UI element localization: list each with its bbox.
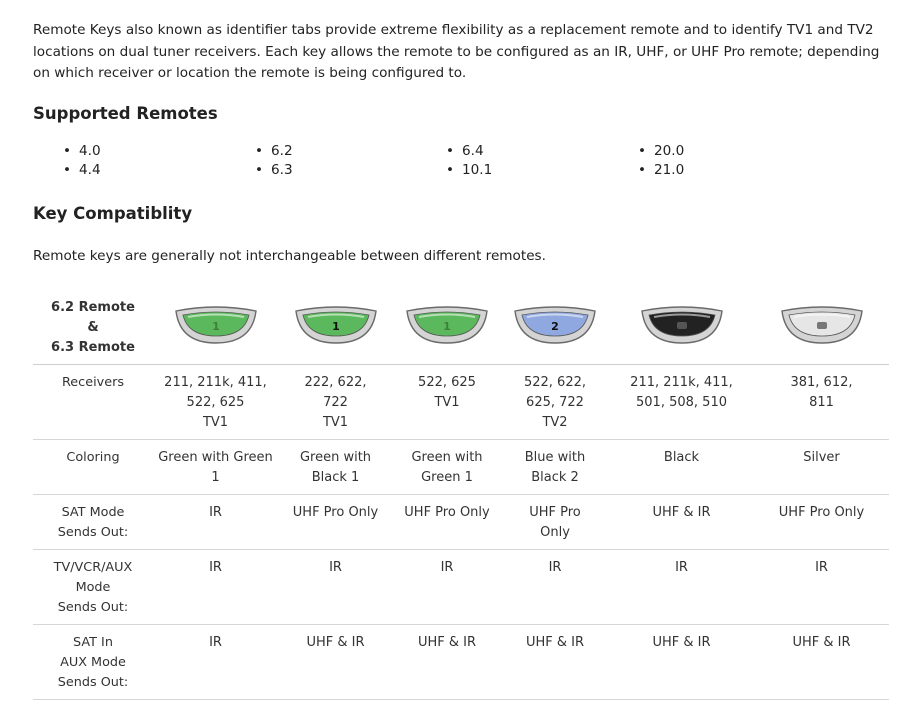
cell-line: IR	[209, 560, 222, 575]
supported-remote-item: • 6.4	[446, 142, 492, 161]
svg-text:1: 1	[211, 319, 220, 333]
supported-remote-item: • 20.0	[638, 142, 684, 161]
key-compatibility-heading: Key Compatiblity	[33, 204, 193, 223]
row-label-line: Mode	[75, 580, 111, 595]
table-cell	[501, 550, 609, 625]
table-cell	[501, 495, 609, 550]
table-row	[33, 625, 889, 700]
table-cell	[754, 625, 889, 700]
table-cell	[501, 625, 609, 700]
table-cell	[153, 440, 278, 495]
green-key-1-icon	[174, 305, 258, 352]
table-cell	[393, 625, 501, 700]
table-cell	[754, 440, 889, 495]
key-compatibility-table	[33, 292, 889, 700]
row-label-line: Receivers	[61, 375, 125, 390]
row-label-line: Sends Out:	[57, 525, 129, 540]
cell-line: UHF Pro Only	[404, 505, 490, 520]
table-cell	[501, 365, 609, 440]
table-title-cell	[33, 292, 153, 365]
compatibility-note: Remote keys are generally not interchangeable between different remotes.	[33, 248, 546, 264]
cell-line: 1	[211, 470, 220, 485]
cell-line: 211, 211k, 411,	[164, 375, 267, 390]
table-cell	[609, 550, 754, 625]
table-title-line: 6.3 Remote	[51, 340, 135, 355]
key-cell	[501, 292, 609, 365]
row-label-cell	[33, 495, 153, 550]
cell-line: TV2	[542, 415, 568, 430]
cell-line: UHF & IR	[417, 635, 477, 650]
table-cell	[609, 495, 754, 550]
table-cell	[153, 495, 278, 550]
cell-line: UHF & IR	[792, 635, 851, 650]
cell-line: 522, 622,	[523, 375, 587, 390]
row-label-line: Sends Out:	[57, 600, 129, 615]
table-cell	[393, 550, 501, 625]
cell-line: TV1	[322, 415, 349, 430]
table-row	[33, 550, 889, 625]
cell-line: UHF & IR	[652, 505, 711, 520]
table-cell	[393, 365, 501, 440]
row-label-line: AUX Mode	[60, 655, 126, 670]
supported-remote-item: • 21.0	[638, 161, 684, 180]
table-cell	[278, 495, 393, 550]
cell-line: IR	[209, 505, 222, 520]
table-cell	[754, 495, 889, 550]
table-cell	[153, 550, 278, 625]
supported-remotes-column	[255, 142, 293, 180]
row-label-line: Coloring	[66, 450, 120, 465]
cell-line: IR	[675, 560, 688, 575]
key-cell	[278, 292, 393, 365]
cell-line: Silver	[803, 450, 840, 465]
cell-line: Blue with	[524, 450, 586, 465]
cell-line: UHF Pro Only	[778, 505, 865, 520]
table-cell	[278, 440, 393, 495]
table-cell	[393, 440, 501, 495]
supported-remote-item: • 4.0	[63, 142, 101, 161]
table-row	[33, 365, 889, 440]
cell-line: TV1	[202, 415, 229, 430]
green-key-green-1-icon	[405, 305, 489, 352]
cell-line: IR	[548, 560, 562, 575]
blue-key-black-2-icon	[513, 305, 597, 352]
row-label-cell	[33, 625, 153, 700]
supported-remote-item: • 4.4	[63, 161, 101, 180]
supported-remotes-column	[63, 142, 101, 180]
cell-line: Green with	[299, 450, 372, 465]
table-row	[33, 495, 889, 550]
cell-line: 381, 612,	[790, 375, 853, 390]
table-cell	[393, 495, 501, 550]
supported-remotes-list	[0, 142, 916, 182]
cell-line: IR	[329, 560, 342, 575]
cell-line: IR	[815, 560, 828, 575]
key-cell	[754, 292, 889, 365]
svg-text:1: 1	[331, 319, 340, 333]
cell-line: 722	[323, 395, 348, 410]
row-label-line: Sends Out:	[57, 675, 129, 690]
cell-line: UHF Pro	[529, 505, 581, 520]
cell-line: IR	[209, 635, 222, 650]
row-label-cell	[33, 550, 153, 625]
table-title-line: 6.2 Remote	[51, 300, 135, 315]
cell-line: 811	[809, 395, 834, 410]
table-cell	[278, 625, 393, 700]
cell-line: UHF & IR	[306, 635, 365, 650]
table-cell	[153, 625, 278, 700]
supported-remotes-heading: Supported Remotes	[33, 104, 218, 123]
table-header-row	[33, 292, 889, 365]
cell-line: UHF & IR	[525, 635, 585, 650]
cell-line: UHF & IR	[652, 635, 711, 650]
table-cell	[278, 365, 393, 440]
cell-line: Green with	[411, 450, 483, 465]
cell-line: IR	[440, 560, 454, 575]
table-cell	[278, 550, 393, 625]
supported-remote-item: • 6.2	[255, 142, 293, 161]
cell-line: 501, 508, 510	[636, 395, 727, 410]
table-cell	[609, 625, 754, 700]
cell-line: Green 1	[421, 470, 473, 485]
table-cell	[609, 440, 754, 495]
green-key-black-1-icon	[294, 305, 378, 352]
cell-line: 211, 211k, 411,	[630, 375, 733, 390]
cell-line: Black 1	[311, 470, 360, 485]
key-cell	[393, 292, 501, 365]
table-cell	[609, 365, 754, 440]
row-label-line: SAT In	[73, 635, 113, 650]
cell-line: Black 2	[531, 470, 579, 485]
supported-remote-item: • 10.1	[446, 161, 492, 180]
row-label-line: TV/VCR/AUX	[53, 560, 133, 575]
row-label-line: SAT Mode	[61, 505, 125, 520]
silver-key-icon	[780, 305, 864, 352]
intro-paragraph: Remote Keys also known as identifier tabs provide extreme flexibility as a replacement remote and to identify TV1 and TV2 locations on dual tuner receivers. Each key allows the remote to be configured as an IR, UHF, or UHF Pro remote; depending on which receiver or location the remote is being configured to.	[33, 22, 880, 81]
key-cell	[153, 292, 278, 365]
cell-line: Black	[663, 450, 700, 465]
cell-line: 522, 625	[186, 395, 245, 410]
cell-line: Green with Green	[158, 450, 273, 465]
cell-line: UHF Pro Only	[292, 505, 379, 520]
table-cell	[754, 550, 889, 625]
table-row	[33, 440, 889, 495]
table-cell	[153, 365, 278, 440]
svg-text:2: 2	[551, 319, 559, 333]
black-key-icon	[640, 305, 724, 352]
cell-line: TV1	[434, 395, 460, 410]
supported-remote-item: • 6.3	[255, 161, 293, 180]
supported-remotes-column	[446, 142, 492, 180]
supported-remotes-column	[638, 142, 684, 180]
table-cell	[754, 365, 889, 440]
cell-line: 625, 722	[526, 395, 584, 410]
row-label-cell	[33, 365, 153, 440]
row-label-cell	[33, 440, 153, 495]
cell-line: 522, 625	[418, 375, 476, 390]
cell-line: Only	[540, 525, 570, 540]
table-title-line: &	[87, 320, 99, 335]
key-cell	[609, 292, 754, 365]
table-cell	[501, 440, 609, 495]
svg-text:1: 1	[443, 319, 451, 333]
cell-line: 222, 622,	[304, 375, 367, 390]
